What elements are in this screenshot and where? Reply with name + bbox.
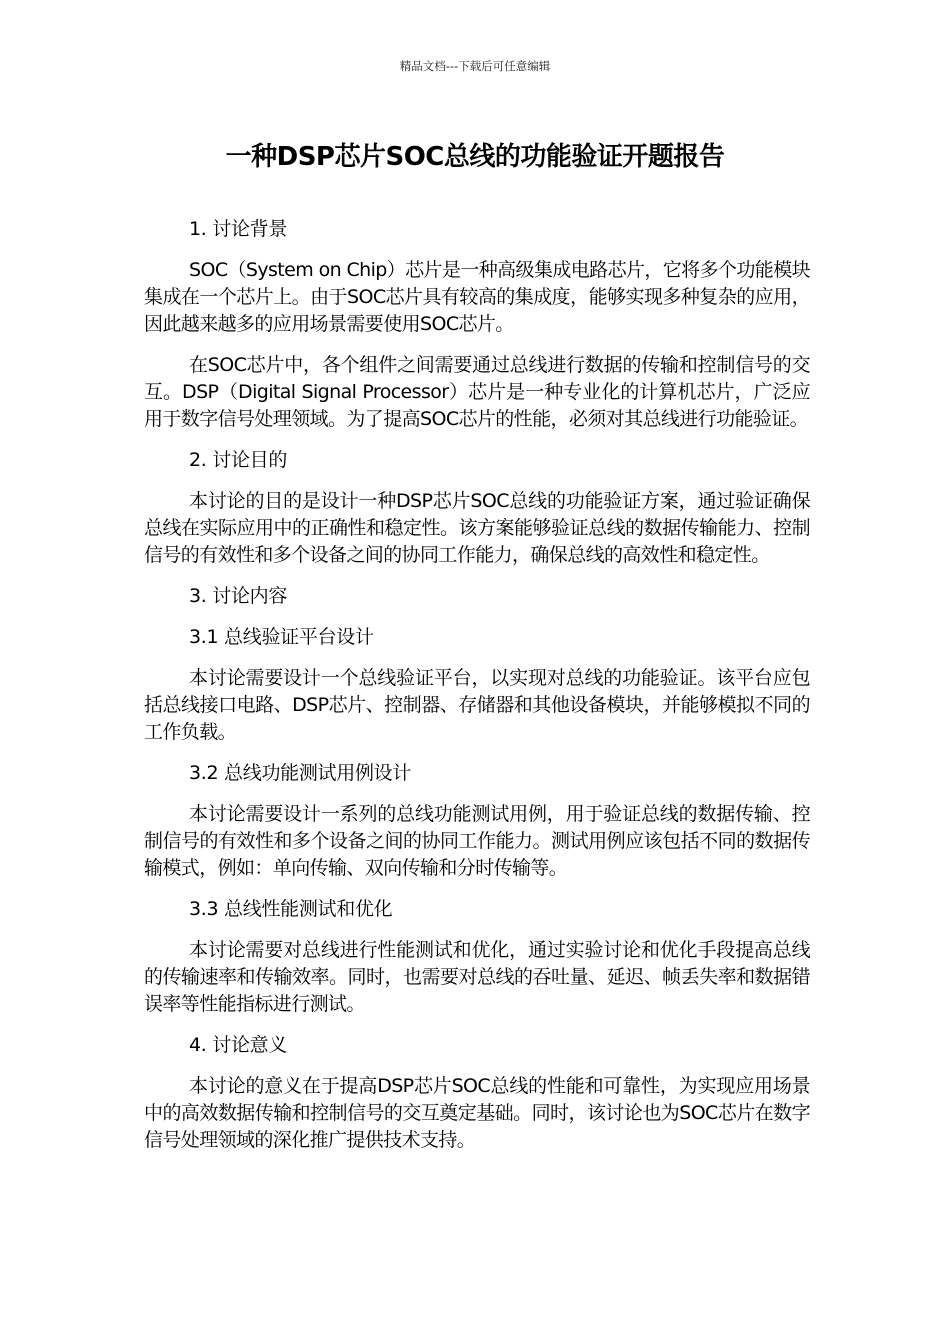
- section-heading-significance: 4. 讨论意义: [189, 1034, 288, 1056]
- paragraph-test-cases: 本讨论需要设计一系列的总线功能测试用例，用于验证总线的数据传输、控制信号的有效性和多个设备之间的协同工作能力。测试用例应该包括不同的数据传输模式，例如：单向传输、双向传输和分时传输等。: [144, 803, 810, 879]
- document-title: 一种DSP芯片SOC总线的功能验证开题报告: [225, 142, 725, 172]
- section-heading-purpose: 2. 讨论目的: [189, 449, 288, 471]
- paragraph-dsp-bus: 在SOC芯片中，各个组件之间需要通过总线进行数据的传输和控制信号的交互。DSP（Digital Signal Processor）芯片是一种专业化的计算机芯片，广泛应用于数字信号处理领域。为了提高SOC芯片的性能，必须对其总线进行功能验证。: [144, 354, 810, 430]
- subsection-heading-3-1: 3.1 总线验证平台设计: [189, 626, 374, 648]
- paragraph-performance: 本讨论需要对总线进行性能测试和优化，通过实验讨论和优化手段提高总线的传输速率和传输效率。同时，也需要对总线的吞吐量、延迟、帧丢失率和数据错误率等性能指标进行测试。: [144, 939, 810, 1015]
- paragraph-platform-design: 本讨论需要设计一个总线验证平台，以实现对总线的功能验证。该平台应包括总线接口电路、DSP芯片、控制器、存储器和其他设备模块，并能够模拟不同的工作负载。: [144, 667, 810, 743]
- subsection-heading-3-3: 3.3 总线性能测试和优化: [189, 898, 393, 920]
- subsection-heading-3-2: 3.2 总线功能测试用例设计: [189, 762, 412, 784]
- paragraph-significance: 本讨论的意义在于提高DSP芯片SOC总线的性能和可靠性，为实现应用场景中的高效数据传输和控制信号的交互奠定基础。同时，该讨论也为SOC芯片在数字信号处理领域的深化推广提供技术支持。: [144, 1075, 810, 1151]
- document-body: [144, 216, 810, 1168]
- section-heading-background: 1. 讨论背景: [189, 218, 288, 240]
- paragraph-soc-intro: SOC（System on Chip）芯片是一种高级集成电路芯片，它将多个功能模块集成在一个芯片上。由于SOC芯片具有较高的集成度，能够实现多种复杂的应用，因此越来越多的应用场景需要使用SOC芯片。: [144, 259, 810, 335]
- page-header: 精品文档---下载后可任意编辑: [399, 59, 551, 73]
- paragraph-purpose: 本讨论的目的是设计一种DSP芯片SOC总线的功能验证方案，通过验证确保总线在实际应用中的正确性和稳定性。该方案能够验证总线的数据传输能力、控制信号的有效性和多个设备之间的协同工作能力，确保总线的高效性和稳定性。: [144, 490, 810, 566]
- section-heading-content: 3. 讨论内容: [189, 585, 288, 607]
